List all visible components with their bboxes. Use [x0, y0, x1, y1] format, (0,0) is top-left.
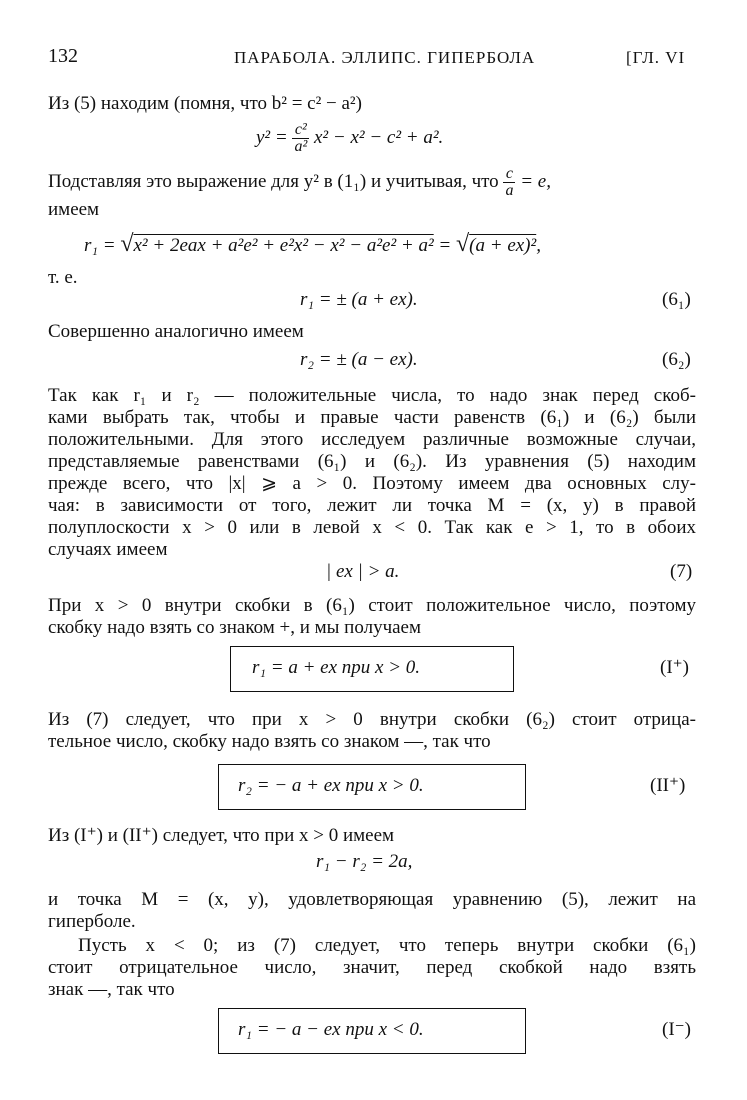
- fraction: [292, 122, 309, 155]
- paragraph-line: и точка M = (x, y), удовлетворяющая уравнению (5), лежит на: [48, 889, 696, 910]
- eq-lhs: r₁ =: [84, 235, 121, 256]
- radicand: x² + 2eax + a²e² + e²x² − x² − a²e² + a²: [133, 235, 434, 256]
- equation-y-squared: [256, 120, 443, 156]
- paragraph-line: знак —, так что: [48, 979, 175, 1000]
- paragraph-line: положительными. Для этого исследуем различные возможные случаи,: [48, 429, 696, 450]
- fraction-denominator: a: [505, 182, 514, 200]
- paragraph-line: Подставляя это выражение для y² в (1₁) и учитывая, что: [48, 171, 499, 192]
- equals-sign: =: [433, 235, 456, 256]
- paragraph-line: стоит отрицательное число, значит, перед скобкой надо взять: [48, 957, 696, 978]
- te-abbrev: т. е.: [48, 267, 78, 288]
- paragraph-line: полуплоскости x > 0 или в левой x < 0. Так как e > 1, то в обоих: [48, 517, 696, 538]
- paragraph-line: имеем: [48, 199, 100, 220]
- paragraph-intro: Из (5) находим (помня, что b² = c² − a²): [48, 93, 362, 114]
- equation-6-2: r₂ = ± (a − ex).: [300, 349, 418, 370]
- paragraph-line: гиперболе.: [48, 911, 136, 932]
- fraction-c-over-a: [503, 166, 515, 199]
- paragraph-line: При x > 0 внутри скобки в (6₁) стоит положительное число, поэтому: [48, 595, 696, 616]
- equation-label: (I⁻): [662, 1019, 692, 1040]
- running-title: ПАРАБОЛА. ЭЛЛИПС. ГИПЕРБОЛА: [234, 48, 536, 67]
- equation-label: (I⁺): [660, 657, 690, 678]
- chapter-label: [ГЛ. VI: [626, 48, 686, 67]
- paragraph-line: представляемые равенствами (6₁) и (6₂). Из уравнения (5) находим: [48, 451, 696, 472]
- paragraph-line: скобку надо взять со знаком +, и мы получаем: [48, 617, 422, 638]
- paragraph-line: прежде всего, что |x| ⩾ a > 0. Поэтому имеем два основных слу-: [48, 473, 696, 494]
- paragraph-line: Пусть x < 0; из (7) следует, что теперь внутри скобки (6₁): [78, 935, 696, 956]
- paragraph-line: ками выбрать так, чтобы и правые части равенств (6₁) и (6₂) были: [48, 407, 696, 428]
- fraction-numerator: c: [503, 166, 515, 183]
- paragraph-analogous: Совершенно аналогично имеем: [48, 321, 304, 342]
- radicand: (a + ex)²: [469, 235, 537, 256]
- formula-I-plus: r₁ = a + ex при x > 0.: [252, 657, 421, 678]
- equation-label: (6₂): [662, 349, 691, 370]
- radical-sign: √: [120, 231, 134, 257]
- paragraph-line: Из (7) следует, что при x > 0 внутри скобки (6₂) стоит отрица-: [48, 709, 696, 730]
- equation-7: | ex | > a.: [326, 561, 400, 582]
- page-number: 132: [48, 45, 78, 67]
- fraction-denominator: a²: [294, 138, 308, 156]
- fraction-numerator: c²: [292, 122, 309, 139]
- equation-6-1: r₁ = ± (a + ex).: [300, 289, 418, 310]
- radical-sign: √: [456, 231, 470, 257]
- paragraph-line: Из (I⁺) и (II⁺) следует, что при x > 0 имеем: [48, 825, 395, 846]
- equation-difference: r₁ − r₂ = 2a,: [316, 851, 413, 872]
- eq-lhs: y² =: [256, 127, 293, 148]
- formula-I-minus: r₁ = − a − ex при x < 0.: [238, 1019, 424, 1040]
- paragraph-line: тельное число, скобку надо взять со знаком —, так что: [48, 731, 491, 752]
- formula-II-plus: r₂ = − a + ex при x > 0.: [238, 775, 424, 796]
- comma: ,: [536, 235, 541, 256]
- equation-label: (II⁺): [650, 775, 686, 796]
- paragraph-line: чая: в зависимости от того, лежит ли точка M = (x, y) в правой: [48, 495, 696, 516]
- equation-r1-sqrt: [84, 232, 541, 258]
- paragraph-line: Так как r₁ и r₂ — положительные числа, то надо знак перед скоб-: [48, 385, 696, 406]
- equals-e: = e,: [515, 171, 551, 192]
- paragraph-substitution: [48, 164, 696, 200]
- equation-label: (7): [670, 561, 693, 582]
- paragraph-line: случаях имеем: [48, 539, 168, 560]
- eq-rhs: x² − x² − c² + a².: [309, 127, 444, 148]
- equation-label: (6₁): [662, 289, 691, 310]
